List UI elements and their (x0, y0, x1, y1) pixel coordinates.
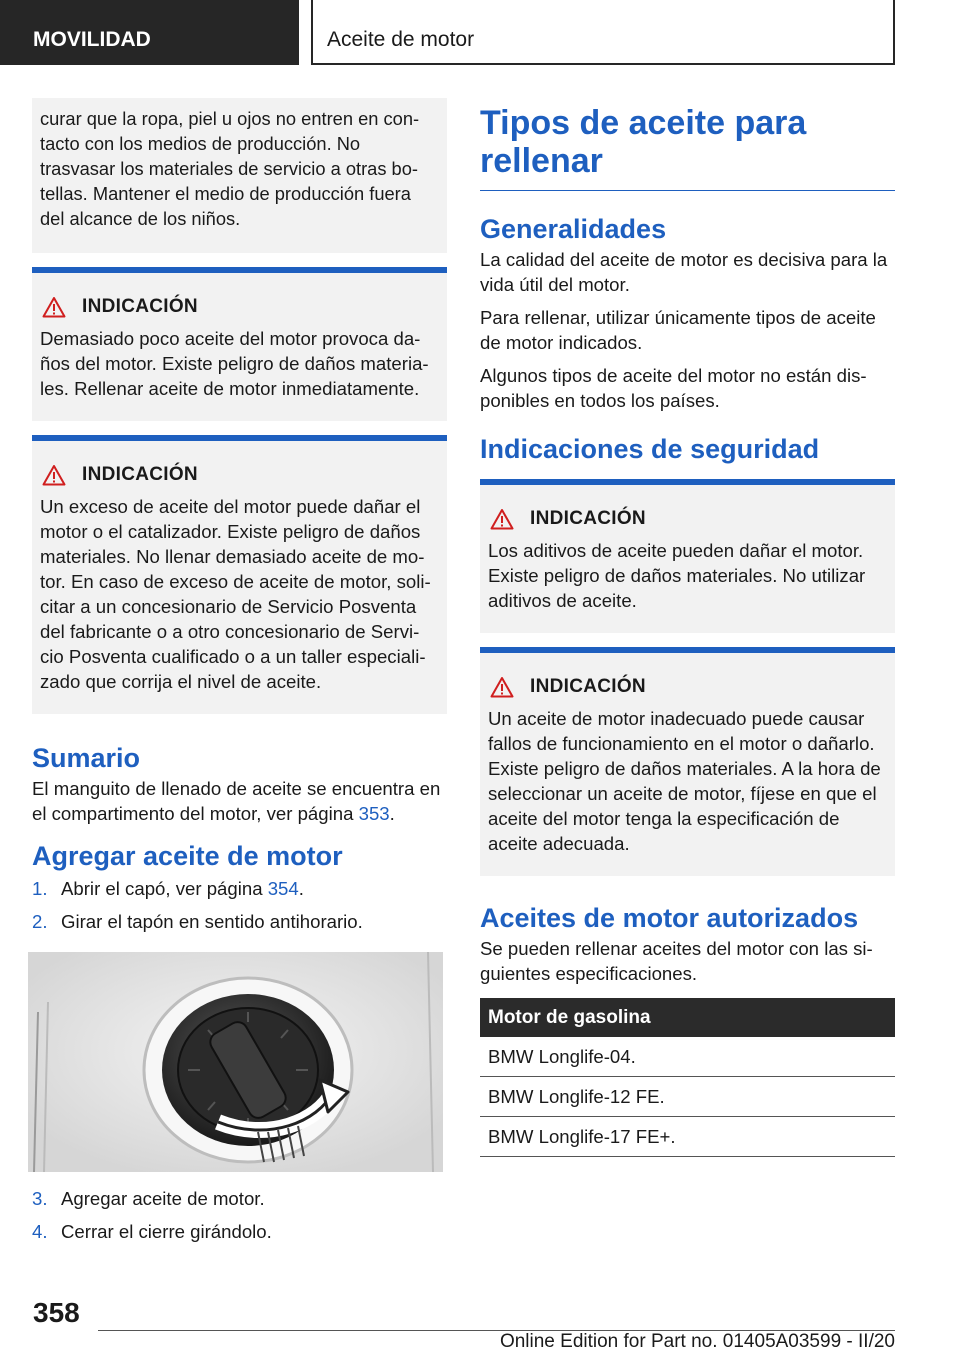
step-number: 4. (32, 1221, 48, 1242)
step-text: Agregar aceite de motor. (61, 1188, 265, 1209)
table-header-row (480, 998, 895, 1037)
generalidades-heading: Generalidades (480, 214, 667, 244)
step-end: . (298, 878, 304, 899)
sumario-section (32, 742, 447, 826)
agregar-section (32, 840, 447, 1244)
step-item (32, 1219, 447, 1244)
oil-cap-photo (28, 952, 443, 1172)
notice-text: Un aceite de motor inadecuado puede causar fallos de funcionamiento en el motor o dañarlo. Existe peligro de daños materiales. A la hora de seleccionar un aceite de motor, fíjese en que el aceite del motor tenga la especificación de aceite adecuada. (488, 708, 881, 854)
intro-warning-box (32, 98, 447, 253)
table-row (480, 1117, 895, 1157)
sumario-text (32, 776, 447, 826)
page-link-353[interactable]: 353 (358, 803, 390, 824)
notice-box (32, 435, 447, 714)
notice-box (32, 267, 447, 421)
sumario-heading: Sumario (32, 743, 141, 773)
step-text: Cerrar el cierre girándolo. (61, 1221, 272, 1242)
notice-title (42, 464, 439, 486)
footer-edition: Online Edition for Part no. 01405A03599 - II/20 (499, 1331, 895, 1352)
warning-triangle-icon (490, 508, 514, 530)
header-chapter (311, 0, 895, 65)
section-title: Tipos de aceite para rellenar (480, 104, 807, 180)
right-column (480, 98, 895, 1157)
generalidades-section (480, 213, 895, 413)
warning-triangle-icon (42, 464, 66, 486)
notice-title-label: INDICACIÓN (530, 508, 646, 529)
left-column (32, 98, 447, 1252)
warning-triangle-icon (42, 296, 66, 318)
title-divider (480, 190, 895, 191)
step-number: 2. (32, 911, 48, 932)
step-item (32, 876, 447, 901)
intro-warning-text: curar que la ropa, piel u ojos no entren en con-tacto con los medios de producción. No trasvasar los materiales de servicio a otras bo-tellas. Mantener el medio de producción fuera del alcance de los niños. (40, 108, 420, 229)
notice-title (490, 508, 887, 530)
notice-title (490, 676, 887, 698)
table-cell: BMW Longlife-04. (480, 1037, 895, 1077)
seguridad-heading: Indicaciones de seguridad (480, 434, 820, 464)
seguridad-section (480, 433, 895, 876)
generalidades-p2: Para rellenar, utilizar únicamente tipos de aceite de motor indicados. (480, 307, 876, 353)
notice-title-label: INDICACIÓN (530, 676, 646, 697)
header-section-label: MOVILIDAD (33, 28, 151, 51)
notice-title-label: INDICACIÓN (82, 296, 198, 317)
table-row (480, 1037, 895, 1077)
page-link-354[interactable]: 354 (267, 878, 299, 899)
step-number: 1. (32, 878, 48, 899)
notice-title-label: INDICACIÓN (82, 464, 198, 485)
step-item (32, 909, 447, 934)
step-item (32, 1186, 447, 1211)
autorizados-heading: Aceites de motor autorizados (480, 903, 859, 933)
agregar-heading: Agregar aceite de motor (32, 841, 343, 871)
notice-box (480, 479, 895, 633)
notice-title (42, 296, 439, 318)
generalidades-p3: Algunos tipos de aceite del motor no están dis-ponibles en todos los países. (480, 365, 867, 411)
warning-triangle-icon (490, 676, 514, 698)
oil-cap-illustration (28, 952, 443, 1172)
oil-spec-table (480, 998, 895, 1157)
autorizados-text: Se pueden rellenar aceites del motor con las si-guientes especificaciones. (480, 938, 873, 984)
notice-text: Demasiado poco aceite del motor provoca da-ños del motor. Existe peligro de daños materia-les. Rellenar aceite de motor inmediatamente. (40, 328, 429, 399)
page-number: 358 (33, 1297, 80, 1328)
notice-text: Los aditivos de aceite pueden dañar el motor. Existe peligro de daños materiales. No utilizar aditivos de aceite. (488, 540, 866, 611)
table-header-cell: Motor de gasolina (480, 998, 895, 1037)
header-section (0, 0, 299, 65)
generalidades-p1: La calidad del aceite de motor es decisiva para la vida útil del motor. (480, 249, 888, 295)
sumario-period: . (389, 803, 395, 824)
sumario-body: El manguito de llenado de aceite se encuentra en el compartimento del motor, ver página (32, 778, 441, 824)
header-chapter-label: Aceite de motor (327, 28, 475, 51)
table-cell: BMW Longlife-17 FE+. (480, 1117, 895, 1157)
table-cell: BMW Longlife-12 FE. (480, 1077, 895, 1117)
table-row (480, 1077, 895, 1117)
step-text: Abrir el capó, ver página (61, 878, 263, 899)
notice-box (480, 647, 895, 876)
autorizados-section (480, 902, 895, 1157)
step-number: 3. (32, 1188, 48, 1209)
notice-text: Un exceso de aceite del motor puede dañar el motor o el catalizador. Existe peligro de daños materiales. No llenar demasiado aceite de mo-tor. En caso de exceso de aceite de motor, soli-citar a un concesionario de Servicio Posventa del fabricante o a otro concesionario de Servi-cio Posventa cualificado o a un taller especiali-zado que corrija el nivel de aceite. (40, 496, 431, 692)
step-text: Girar el tapón en sentido antihorario. (61, 911, 363, 932)
